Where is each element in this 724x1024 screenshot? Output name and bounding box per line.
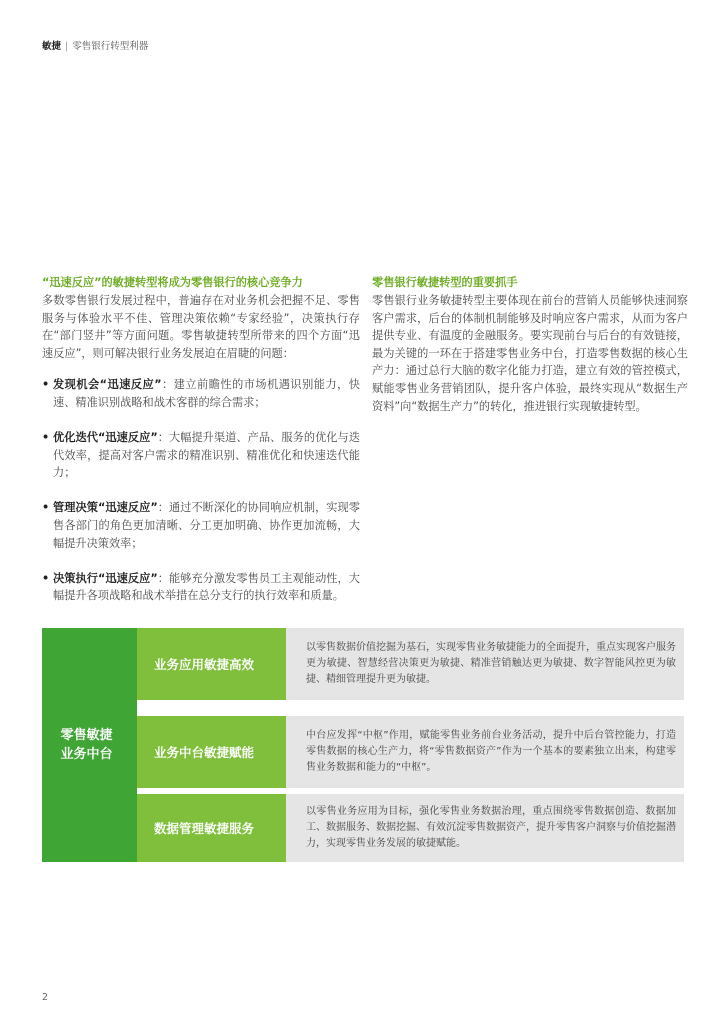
row-connector: [271, 716, 286, 788]
list-item: [42, 499, 360, 552]
row-description-box: [286, 794, 684, 862]
row-description-box: [286, 716, 684, 788]
bullet-dot-icon: •: [42, 571, 50, 585]
row-connector: [271, 794, 286, 862]
page-number: 2: [42, 992, 49, 1003]
bullet-text: ：大幅提升渠道、产品、服务的优化与迭代效率，提高对客户需求的精准识别、精准优化和快速迭代能力；: [53, 431, 360, 480]
bullet-text: ：通过不断深化的协同响应机制，实现零售各部门的角色更加清晰、分工更加明确、协作更加流畅，大幅提升决策效率；: [53, 501, 360, 550]
bullet-dot-icon: •: [42, 501, 50, 515]
bullet-title: 优化迭代“迅速反应”: [53, 431, 158, 445]
bullet-title: 发现机会“迅速反应”: [53, 378, 162, 392]
left-heading: “迅速反应”的敏捷转型将成为零售银行的核心竞争力: [42, 276, 303, 289]
bullet-text: ：能够充分激发零售员工主观能动性，大幅提升各项战略和战术举措在总分支行的执行效率和质量。: [53, 571, 360, 603]
right-text: 零售银行业务敏捷转型主要体现在前台的营销人员能够快速洞察客户需求，后台的体制机制能够及时响应客户需求，从而为客户提供专业、有温度的金融服务。要实现前台与后台的有效链接，最为关键的一环在于搭建零售业务中台，打造零售数据的核心生产力：通过总行大脑的数字化能力打造，建立有效的管控模式，赋能零售业务营销团队，提升客户体验，最终实现从“数据生产资料”向“数据生产力”的转化，推进银行实现敏捷转型。: [372, 294, 688, 413]
diagram-main-box: [42, 628, 131, 862]
header-separator: |: [65, 41, 69, 52]
row-description: 中台应发挥“中枢”作用，赋能零售业务前台业务活动，提升中后台管控能力，打造零售数据的核心生产力，将“零售数据资产”作为一个基本的要素独立出来，构建零售业务数据和能力的“中枢”。: [306, 730, 676, 773]
row-label-box: 业务应用敏捷高效: [137, 628, 271, 700]
bullet-text: ：建立前瞻性的市场机遇识别能力，快速、精准识别战略和战术客群的综合需求；: [53, 378, 360, 409]
right-column: [372, 274, 688, 415]
row-description-box: [286, 628, 684, 700]
bullet-dot-icon: •: [42, 378, 50, 392]
list-item: [42, 429, 360, 482]
left-intro: 多数零售银行发展过程中，普遍存在对业务机会把握不足、零售服务与体验水平不佳、管理决策依赖“专家经验”，决策执行存在“部门竖井”等方面问题。零售敏捷转型所带来的四个方面“迅速反应”，则可解决银行业务发展迫在眉睫的问题：: [42, 294, 360, 360]
row-label-box: 数据管理敏捷服务: [137, 794, 271, 862]
header-brand: 敏捷: [42, 41, 62, 52]
list-item: [42, 570, 360, 605]
bullet-title: 决策执行“迅速反应”: [53, 571, 158, 585]
bullet-dot-icon: •: [42, 431, 50, 445]
row-description: 以零售业务应用为目标，强化零售业务数据治理，重点围绕零售数据创造、数据加工、数据服务、数据挖掘、有效沉淀零售数据资产，提升零售客户洞察与价值挖掘潜力，实现零售业务发展的敏捷赋能。: [306, 806, 676, 849]
list-item: [42, 376, 360, 411]
main-box-line1: 零售敏捷: [60, 728, 113, 743]
row-label-box: 业务中台敏捷赋能: [137, 716, 271, 788]
middle-platform-diagram: [42, 628, 684, 862]
main-box-line2: 业务中台: [60, 747, 113, 762]
header-subtitle: 零售银行转型利器: [72, 41, 149, 52]
row-description: 以零售数据价值挖掘为基石，实现零售业务敏捷能力的全面提升，重点实现客户服务更为敏捷、智慧经营决策更为敏捷、精准营销触达更为敏捷、数字智能风控更为敏捷、精细管理提升更为敏捷。: [306, 642, 676, 685]
left-column: [42, 274, 360, 622]
row-connector: [271, 628, 286, 700]
bullet-title: 管理决策“迅速反应”: [53, 501, 158, 515]
bullet-list: [42, 376, 360, 604]
right-heading: 零售银行敏捷转型的重要抓手: [372, 276, 518, 289]
page-header: [42, 38, 148, 52]
